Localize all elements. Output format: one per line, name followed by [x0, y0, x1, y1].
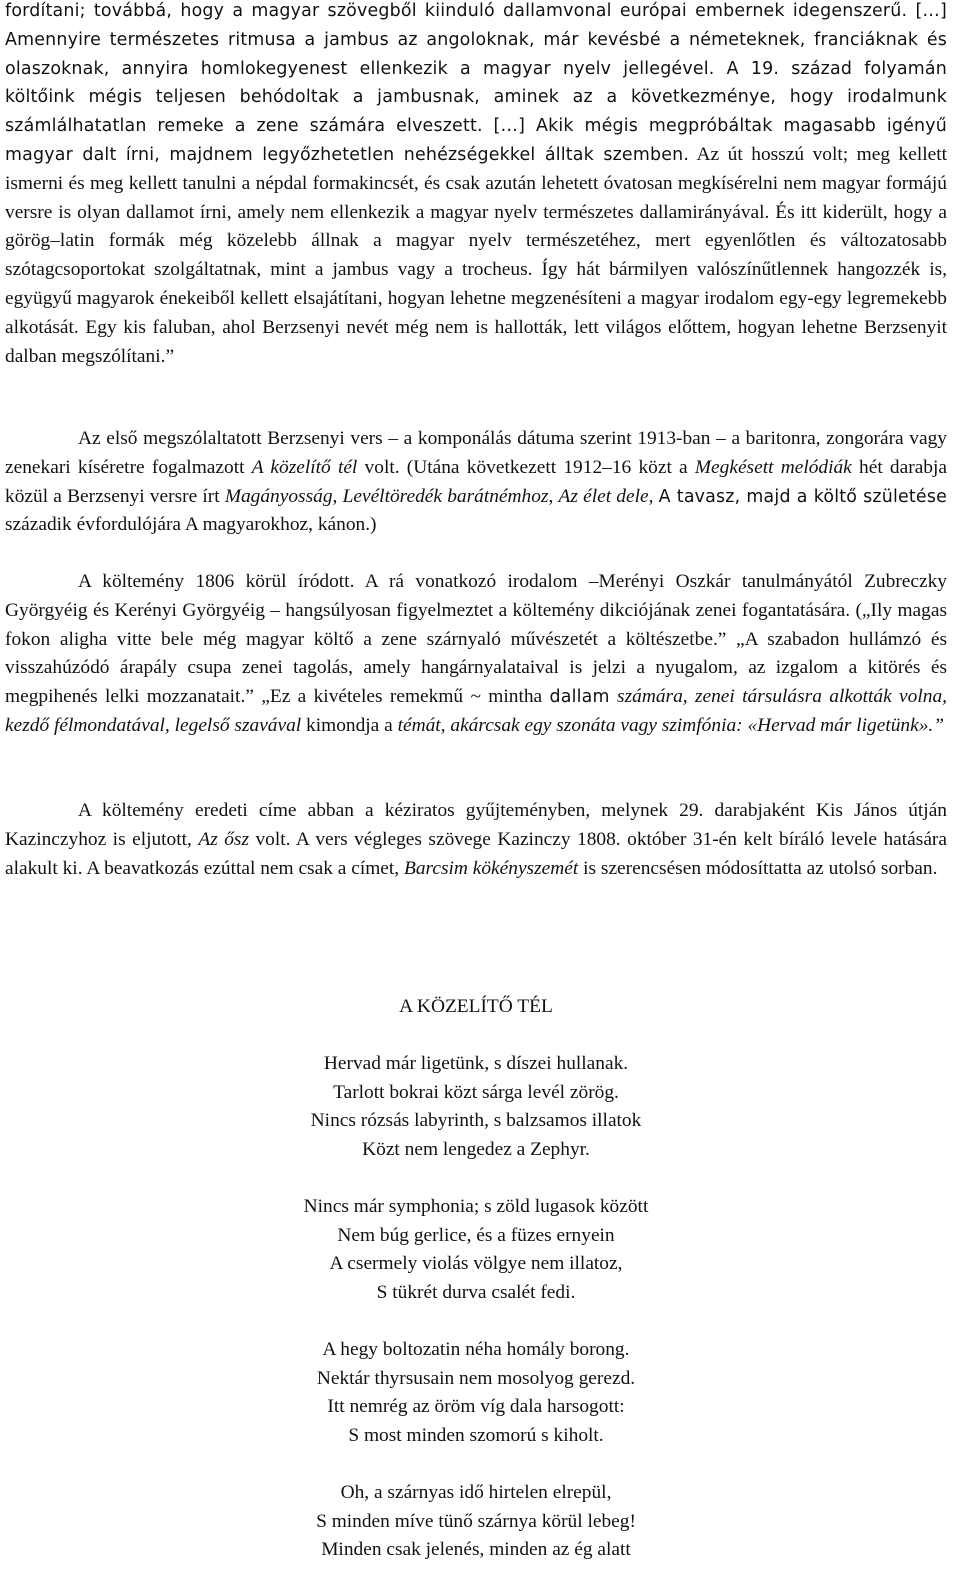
poem-line: Nektár thyrsusain nem mosolyog gerezd.	[316, 1367, 636, 1389]
paragraph-2-text: volt. (Utána következett 1912–16 közt a	[357, 456, 695, 478]
poem-line: Nem búg gerlice, és a füzes ernyein	[337, 1224, 615, 1246]
title-leveltoredek: Levéltöredék barátnémhoz	[342, 485, 549, 507]
paragraph-1	[5, 0, 947, 371]
paragraph-2-text: Az első megszólaltatott Berzsenyi vers – a komponálás dátuma szerint 1913-ban – a baritonra, zongorára vagy zenekari kíséretre fogalmazott	[5, 428, 947, 478]
poem-line: A csermely violás völgye nem illatoz,	[329, 1253, 623, 1275]
paragraph-1-serif-text: Az út hosszú volt; meg kellett ismerni és meg kellett tanulni a népdal formakincsét, és csak azután lehetett óvatosan megkísérelni nem magyar formájú versre is olyan dallamot írni, amely nem ellenkezik a magyar nyelv természetes dallamirányával. És itt kiderült, hogy a görög–latin formák még közelebb állnak a magyar nyelv természetéhez, mert egyenlőtlen és változatosabb szótagcsoportokat szolgáltatnak, mint a jambus vagy a trocheus. Így hát bármilyen valószínűtlennek hangozzék is, együgyű magyarok énekeiből kellett elsajátítani, hogyan lehetne megzenésíteni a magyar irodalom egy-egy legremekebb alkotását. Egy kis faluban, ahol Berzsenyi nevét még nem is hallották, lett világos előttem, hogyan lehetne Berzsenyit dalban megszólítani.”	[5, 143, 948, 367]
paragraph-2-text: ,	[332, 485, 343, 507]
paragraph-3	[5, 568, 947, 741]
paragraph-4	[5, 797, 947, 883]
poem-line: S minden míve tünő szárnya körül lebeg!	[316, 1510, 636, 1532]
poem-stanza-4	[5, 1479, 947, 1565]
paragraph-3-italic-quote: számára, zenei társulásra alkották volna, kezdő félmondatával, legelső szavával	[5, 686, 947, 736]
poem-line: Minden csak jelenés, minden az ég alatt	[321, 1539, 631, 1561]
poem-line: Nincs már symphonia; s zöld lugasok között	[303, 1196, 649, 1217]
poem-stanza-2	[5, 1193, 947, 1307]
poem-title: A KÖZELÍTŐ TÉL	[399, 996, 553, 1017]
poem-line: Oh, a szárnyas idő hirtelen elrepül,	[340, 1482, 612, 1503]
poem-line: A hegy boltozatin néha homály borong.	[322, 1339, 630, 1360]
phrase-barcsim-kokenyszemet: Barcsim kökényszemét	[403, 857, 579, 879]
paragraph-4-text: volt. A vers végleges szövege Kazinczy 1808. október 31-én kelt bíráló levele hatására alakult ki. A beavatkozás ezúttal nem csak a címet,	[5, 828, 947, 879]
paragraph-2-text: ,	[548, 485, 559, 507]
paragraph-3-text: kimondja a	[301, 714, 398, 736]
poem-line: Hervad már ligetünk, s díszei hullanak.	[323, 1053, 629, 1074]
paragraph-2-text: hét darabja közül a Berzsenyi versre írt	[5, 456, 947, 507]
paragraph-2-sans-text: A tavasz, majd a költő születése	[658, 486, 947, 507]
poem-line: Itt nemrég az öröm víg dala harsogott:	[327, 1396, 625, 1418]
title-maganyossag: Magányosság	[224, 485, 333, 507]
paragraph-2-text: századik évfordulójára A magyarokhoz, kánon.)	[5, 514, 377, 536]
paragraph-2-text: ,	[648, 485, 659, 507]
title-a-kozelito-tel: A közelítő tél	[251, 456, 358, 478]
poem-line: Tarlott bokrai közt sárga levél zörög.	[333, 1081, 619, 1103]
paragraph-1-sans-text: fordítani; továbbá, hogy a magyar szövegből kiinduló dallamvonal európai embernek idegenszerű. […] Amennyire természetes ritmusa a jambus az angoloknak, már kevésbé a németeknek, franciáknak és olaszoknak, annyira homlokegyenest ellenkezik a magyar nyelv jellegével. A 19. század folyamán költőink mégis teljesen behódoltak a jambusnak, aminek az a következménye, hogy irodalmunk számlálhatatlan remeke a zene számára elveszett. […] Akik mégis megpróbáltak magasabb igényű magyar dalt írni, majdnem legyőzhetetlen nehézségekkel álltak szemben.	[5, 1, 947, 165]
paragraph-3-sans-word: dallam	[549, 687, 610, 708]
paragraph-4-text: A költemény eredeti címe abban a kéziratos gyűjteményben, melynek 29. darabjaként Kis János útján Kazinczyhoz is eljutott,	[5, 800, 947, 850]
paragraph-2	[5, 425, 947, 540]
paragraph-3-text: A költemény 1806 körül íródott. A rá vonatkozó irodalom –Merényi Oszkár tanulmányától Zubreczky Györgyéig és Kerényi Györgyéig – hangsúlyosan figyelmeztet a költemény dikciójának zenei fogantatására. („Ily magas fokon aligha vitte bele még magyar költő a zene szárnyaló művészetét a költészetbe.” „A szabadon hullámzó és visszahúzódó árapály csupa zenei tagolás, amely hangárnyalataival is jelzi a nyugalom, az izgalom a kitörés és megpihenés lelki mozzanatait.” „Ez a kivételes remekmű ~ mintha	[5, 571, 947, 708]
poem-stanza-1	[5, 1050, 947, 1164]
paragraph-4-text: is szerencsésen módosíttatta az utolsó sorban.	[578, 857, 938, 879]
poem-line: Nincs rózsás labyrinth, s balzsamos illatok	[310, 1110, 642, 1132]
paragraph-3-italic-quote: témát, akárcsak egy szonáta vagy szimfónia: «Hervad már ligetünk».”	[397, 714, 945, 736]
title-az-osz: Az ősz	[198, 828, 250, 850]
poem-line: Közt nem lengedez a Zephyr.	[362, 1138, 590, 1160]
poem-line: S tükrét durva csalét fedi.	[376, 1281, 576, 1303]
poem-line: S most minden szomorú s kiholt.	[348, 1424, 604, 1446]
title-megkesett-melodiak: Megkésett melódiák	[694, 456, 852, 478]
poem-stanza-3	[5, 1336, 947, 1450]
title-az-elet-dele: Az élet dele	[558, 485, 649, 507]
